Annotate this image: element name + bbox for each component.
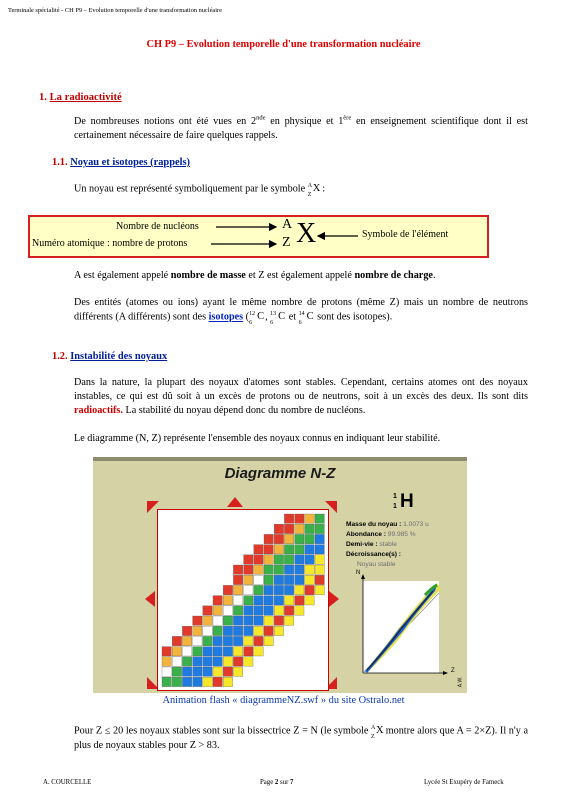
- nuclide-cell[interactable]: [254, 606, 263, 615]
- nuclide-cell[interactable]: [233, 626, 242, 635]
- radioactive-term: radioactifs.: [74, 405, 123, 417]
- letter-a: A: [282, 217, 293, 232]
- nuclide-cell[interactable]: [254, 545, 263, 554]
- nuclide-cell[interactable]: [223, 657, 232, 666]
- nuclide-cell[interactable]: [172, 636, 181, 645]
- nuclide-cell[interactable]: [315, 555, 324, 564]
- nuclide-symbol-inline: A Z X: [371, 725, 384, 740]
- nuclide-cell[interactable]: [295, 606, 304, 615]
- halflife-info: Demi-vie : stable: [346, 541, 397, 548]
- section-1-1-heading: 1.1. Noyau et isotopes (rappels): [52, 157, 190, 168]
- nuclide-cell[interactable]: [305, 545, 314, 554]
- nuclide-cell[interactable]: [233, 575, 242, 584]
- section-number: 1.: [39, 92, 47, 103]
- nuclide-cell[interactable]: [244, 555, 253, 564]
- nuclide-cell[interactable]: [244, 575, 253, 584]
- nuclide-cell[interactable]: [264, 636, 273, 645]
- nuclide-cell[interactable]: [274, 565, 283, 574]
- nuclide-cell[interactable]: [284, 606, 293, 615]
- nuclide-cell[interactable]: [244, 647, 253, 656]
- nuclide-cell[interactable]: [233, 565, 242, 574]
- nuclide-cell[interactable]: [254, 636, 263, 645]
- nuclide-cell[interactable]: [223, 616, 232, 625]
- nuclide-cell[interactable]: [315, 575, 324, 584]
- nuclide-cell[interactable]: [182, 667, 191, 676]
- nuclide-cell[interactable]: [264, 626, 273, 635]
- nuclide-cell[interactable]: [223, 647, 232, 656]
- nuclide-cell[interactable]: [244, 636, 253, 645]
- nuclide-cell[interactable]: [182, 647, 191, 656]
- isotope-c14: 14 6 C: [298, 311, 314, 327]
- credit-label: A.W.: [457, 676, 464, 688]
- nuclide-cell[interactable]: [274, 626, 283, 635]
- nuclide-grid-cells: [158, 510, 328, 690]
- nuclide-cell[interactable]: [254, 575, 263, 584]
- nuclide-cell[interactable]: [274, 534, 283, 543]
- nuclide-cell[interactable]: [264, 534, 273, 543]
- diagram-caption: Animation flash « diagrammeNZ.swf » du site Ostralo.net: [162, 695, 405, 706]
- axis-z-label: Z: [451, 668, 455, 674]
- nuclide-cell[interactable]: [284, 555, 293, 564]
- nuclide-cell[interactable]: [295, 575, 304, 584]
- nuclide-cell[interactable]: [264, 616, 273, 625]
- diagram-title: Diagramme N-Z: [224, 465, 336, 482]
- nuclide-cell[interactable]: [295, 534, 304, 543]
- nuclide-cell[interactable]: [203, 677, 212, 686]
- nuclide-cell[interactable]: [295, 585, 304, 594]
- nuclide-cell[interactable]: [244, 585, 253, 594]
- nuclide-cell[interactable]: [284, 534, 293, 543]
- nuclide-cell[interactable]: [193, 657, 202, 666]
- nuclide-cell[interactable]: [213, 596, 222, 605]
- nuclide-cell[interactable]: [264, 545, 273, 554]
- nuclide-cell[interactable]: [172, 657, 181, 666]
- nuclide-cell[interactable]: [295, 555, 304, 564]
- chapter-title: CH P9 – Evolution temporelle d'une transformation nucléaire: [146, 39, 421, 50]
- footer-author: A. COURCELLE: [43, 779, 92, 786]
- nuclide-cell[interactable]: [172, 677, 181, 686]
- nuclide-cell[interactable]: [233, 596, 242, 605]
- nuclide-cell[interactable]: [203, 636, 212, 645]
- arrow-left-icon: [145, 591, 155, 607]
- nuclide-cell[interactable]: [315, 585, 324, 594]
- diagram-intro-paragraph: Le diagramme (N, Z) représente l'ensemble des noyaux connus en indiquant leur stabilité.: [74, 433, 441, 444]
- mass-info: Masse du noyau : 1.0073 u: [346, 521, 429, 528]
- page-header: Terminale spécialité - CH P9 – Evolution temporelle d'une transformation nucléaire: [8, 7, 223, 14]
- label-atomic-number: Numéro atomique : nombre de protons: [32, 238, 188, 249]
- mass-charge-paragraph: A est également appelé nombre de masse et Z est également appelé nombre de charge.: [74, 270, 436, 281]
- nuclide-cell[interactable]: [203, 647, 212, 656]
- nuclide-cell[interactable]: [274, 575, 283, 584]
- nuclide-cell[interactable]: [182, 626, 191, 635]
- nuclide-cell[interactable]: [305, 575, 314, 584]
- nuclide-cell[interactable]: [315, 545, 324, 554]
- nuclide-cell[interactable]: [223, 667, 232, 676]
- nuclide-cell[interactable]: [254, 555, 263, 564]
- nuclide-cell[interactable]: [244, 626, 253, 635]
- nuclide-symbol: A Z X: [307, 183, 321, 198]
- nuclide-grid[interactable]: [157, 509, 329, 691]
- nuclide-cell[interactable]: [233, 647, 242, 656]
- nuclide-cell[interactable]: [223, 626, 232, 635]
- notation-box: [28, 215, 489, 258]
- nuclide-cell[interactable]: [274, 596, 283, 605]
- nuclide-cell[interactable]: [274, 555, 283, 564]
- nuclide-cell[interactable]: [264, 565, 273, 574]
- nuclide-cell[interactable]: [244, 596, 253, 605]
- nuclide-cell[interactable]: [315, 524, 324, 533]
- section-1-heading: [39, 92, 122, 103]
- nuclide-cell[interactable]: [284, 514, 293, 523]
- decay-value: Noyau stable: [357, 561, 396, 568]
- isotopes-paragraph: Des entités (atomes ou ions) ayant le même nombre de protons (même Z) mais un nombre de neutrons différents (A différents) sont des isotopes ( 12 6 C , 13 6 C et 14 6 C sont des isotopes).: [74, 297, 528, 327]
- nuclide-cell[interactable]: [284, 565, 293, 574]
- isotope-c13: 13 6 C: [270, 311, 286, 327]
- nuclide-cell[interactable]: [295, 596, 304, 605]
- nuclide-cell[interactable]: [213, 667, 222, 676]
- label-element-symbol: Symbole de l'élément: [362, 229, 449, 240]
- nuclide-cell[interactable]: [305, 524, 314, 533]
- nuclide-cell[interactable]: [213, 616, 222, 625]
- nuclide-cell[interactable]: [233, 657, 242, 666]
- symbol-paragraph: Un noyau est représenté symboliquement par le symbole A Z X :: [74, 183, 326, 198]
- nuclide-cell[interactable]: [264, 596, 273, 605]
- nuclide-cell[interactable]: [182, 677, 191, 686]
- nuclide-cell[interactable]: [254, 565, 263, 574]
- nuclide-cell[interactable]: [193, 616, 202, 625]
- section-1-2-heading: 1.2. Instabilité des noyaux: [52, 351, 168, 362]
- nuclide-cell[interactable]: [233, 636, 242, 645]
- nuclide-cell[interactable]: [295, 524, 304, 533]
- nuclide-cell[interactable]: [233, 667, 242, 676]
- nuclide-cell[interactable]: [203, 616, 212, 625]
- nuclide-cell[interactable]: [193, 636, 202, 645]
- notation-arrows: [30, 217, 487, 256]
- nuclide-cell[interactable]: [244, 616, 253, 625]
- nuclide-cell[interactable]: [193, 647, 202, 656]
- nuclide-cell[interactable]: [254, 647, 263, 656]
- nuclide-cell[interactable]: [284, 524, 293, 533]
- nuclide-cell[interactable]: [223, 596, 232, 605]
- nuclide-cell[interactable]: [305, 565, 314, 574]
- nuclide-cell[interactable]: [172, 647, 181, 656]
- letter-z: Z: [282, 235, 291, 250]
- nuclide-cell[interactable]: [264, 606, 273, 615]
- element-symbol: H: [400, 491, 414, 512]
- nuclide-cell[interactable]: [305, 534, 314, 543]
- letter-x: X: [296, 218, 317, 249]
- mini-nz-plot: [355, 571, 451, 687]
- nuclide-cell[interactable]: [223, 636, 232, 645]
- nuclide-cell[interactable]: [162, 647, 171, 656]
- nuclide-cell[interactable]: [203, 626, 212, 635]
- label-nucleons: Nombre de nucléons: [116, 221, 199, 232]
- nuclide-cell[interactable]: [162, 657, 171, 666]
- nuclide-cell[interactable]: [274, 545, 283, 554]
- nuclide-cell[interactable]: [203, 667, 212, 676]
- nuclide-cell[interactable]: [223, 606, 232, 615]
- nuclide-cell[interactable]: [233, 585, 242, 594]
- nuclide-cell[interactable]: [223, 677, 232, 686]
- nuclide-cell[interactable]: [305, 514, 314, 523]
- abundance-info: Abondance : 99.985 %: [346, 531, 416, 538]
- isotopes-term: isotopes: [208, 311, 244, 323]
- nuclide-cell[interactable]: [264, 555, 273, 564]
- nuclide-cell[interactable]: [284, 585, 293, 594]
- nuclide-cell[interactable]: [213, 647, 222, 656]
- nuclide-cell[interactable]: [172, 667, 181, 676]
- z-axis-arrow-icon: [443, 671, 448, 675]
- nuclide-cell[interactable]: [264, 585, 273, 594]
- nuclide-cell[interactable]: [203, 657, 212, 666]
- nuclide-cell[interactable]: [274, 616, 283, 625]
- nuclide-cell[interactable]: [193, 677, 202, 686]
- nuclide-cell[interactable]: [315, 514, 324, 523]
- nuclide-cell[interactable]: [213, 657, 222, 666]
- nuclide-cell[interactable]: [284, 575, 293, 584]
- nuclide-cell[interactable]: [254, 616, 263, 625]
- nuclide-cell[interactable]: [305, 555, 314, 564]
- nuclide-cell[interactable]: [193, 626, 202, 635]
- nuclide-cell[interactable]: [233, 606, 242, 615]
- nuclide-cell[interactable]: [233, 616, 242, 625]
- nuclide-cell[interactable]: [203, 606, 212, 615]
- nuclide-cell[interactable]: [264, 575, 273, 584]
- nuclide-cell[interactable]: [182, 636, 191, 645]
- arrow-right-icon: [329, 591, 339, 607]
- nuclide-cell[interactable]: [244, 657, 253, 666]
- isotope-c12: 12 6 C: [249, 311, 265, 327]
- nuclide-cell[interactable]: [254, 626, 263, 635]
- element-atomic-number: 1: [393, 503, 397, 510]
- footer-page: Page 2 sur 7: [260, 779, 294, 786]
- nuclide-cell[interactable]: [274, 606, 283, 615]
- n-axis-arrow-icon: [361, 574, 365, 579]
- footer-school: Lycée St Exupéry de Fameck: [424, 779, 504, 786]
- nuclide-cell[interactable]: [193, 667, 202, 676]
- axis-n-label: N: [356, 570, 361, 576]
- nuclide-cell[interactable]: [244, 606, 253, 615]
- nuclide-cell[interactable]: [295, 545, 304, 554]
- nuclide-cell[interactable]: [223, 585, 232, 594]
- nuclide-cell[interactable]: [213, 677, 222, 686]
- nuclide-cell[interactable]: [315, 565, 324, 574]
- nuclide-cell[interactable]: [162, 677, 171, 686]
- nuclide-cell[interactable]: [305, 596, 314, 605]
- nuclide-cell[interactable]: [274, 585, 283, 594]
- nuclide-cell[interactable]: [295, 514, 304, 523]
- decay-label: Décroissance(s) :: [346, 551, 401, 558]
- nuclide-cell[interactable]: [213, 606, 222, 615]
- nuclide-cell[interactable]: [315, 534, 324, 543]
- nuclide-cell[interactable]: [284, 616, 293, 625]
- section-title: La radioactivité: [49, 92, 122, 103]
- nuclide-cell[interactable]: [274, 524, 283, 533]
- element-mass-number: 1: [393, 493, 397, 500]
- nuclide-cell[interactable]: [162, 667, 171, 676]
- nz-diagram: [93, 457, 467, 693]
- arrow-up-icon: [227, 497, 243, 507]
- nuclide-cell[interactable]: [254, 596, 263, 605]
- nuclide-cell[interactable]: [244, 565, 253, 574]
- nuclide-cell[interactable]: [305, 585, 314, 594]
- nuclide-cell[interactable]: [295, 565, 304, 574]
- app-titlebar: [93, 457, 467, 461]
- nuclide-cell[interactable]: [254, 585, 263, 594]
- nuclide-cell[interactable]: [182, 657, 191, 666]
- nuclide-cell[interactable]: [284, 545, 293, 554]
- intro-paragraph: De nombreuses notions ont été vues en 2nde en physique et 1ère en enseignement scientifique dont il est certainement nécessaire de faire quelques rappels.: [74, 114, 528, 142]
- stability-paragraph: Pour Z ≤ 20 les noyaux stables sont sur la bissectrice Z = N (le symbole A Z X montre alors que A = 2×Z). Il n'y a plus de noyaux stables pour Z > 83.: [74, 725, 529, 751]
- nuclide-cell[interactable]: [213, 626, 222, 635]
- nuclide-cell[interactable]: [284, 596, 293, 605]
- instability-paragraph: Dans la nature, la plupart des noyaux d'atomes sont stables. Cependant, certains atomes ont des noyaux instables, ce qui est dû soit à un excès de protons ou de neutrons, soit à un excès des deux. Ils sont dits radioactifs. La stabilité du noyau dépend donc du nombre de nucléons.: [74, 377, 528, 417]
- nuclide-cell[interactable]: [213, 636, 222, 645]
